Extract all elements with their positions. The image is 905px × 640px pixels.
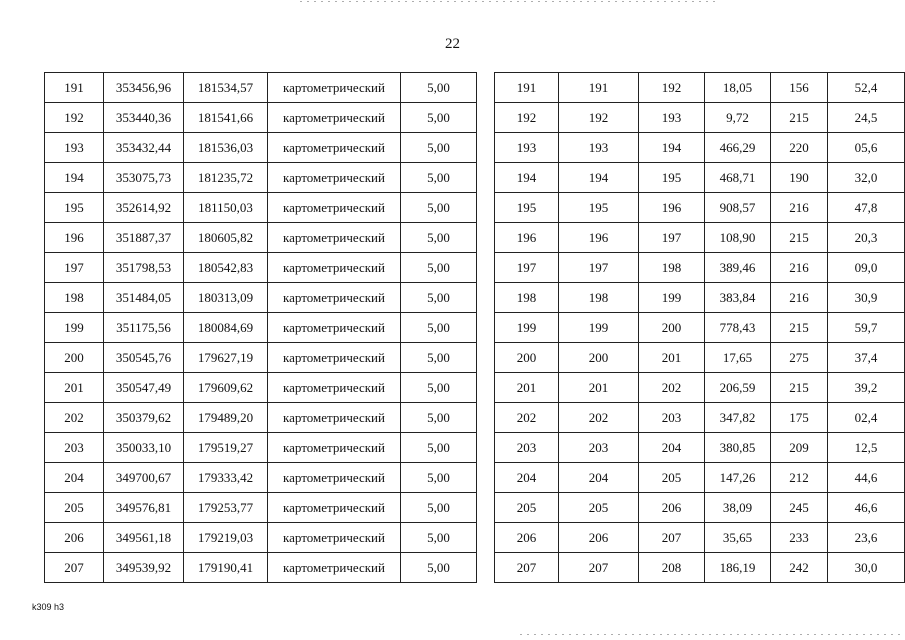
table-cell: 215 xyxy=(771,103,828,133)
table-cell: картометрический xyxy=(268,493,401,523)
table-cell: картометрический xyxy=(268,193,401,223)
table-cell: 9,72 xyxy=(705,103,771,133)
table-cell: 179333,42 xyxy=(184,463,268,493)
table-cell: 215 xyxy=(771,223,828,253)
table-cell: 204 xyxy=(639,433,705,463)
table-row xyxy=(495,313,905,343)
table-cell: 52,4 xyxy=(828,73,905,103)
table-cell: картометрический xyxy=(268,403,401,433)
table-cell: 198 xyxy=(495,283,559,313)
table-row xyxy=(495,463,905,493)
table-cell: 349576,81 xyxy=(104,493,184,523)
table-cell: 156 xyxy=(771,73,828,103)
table-cell: 351484,05 xyxy=(104,283,184,313)
table-row xyxy=(495,343,905,373)
table-row xyxy=(45,343,477,373)
table-cell: 192 xyxy=(45,103,104,133)
table-cell: 179489,20 xyxy=(184,403,268,433)
table-row xyxy=(495,163,905,193)
table-cell: 02,4 xyxy=(828,403,905,433)
table-cell: 179627,19 xyxy=(184,343,268,373)
table-row xyxy=(495,133,905,163)
table-cell: 09,0 xyxy=(828,253,905,283)
table-cell: 39,2 xyxy=(828,373,905,403)
table-cell: 195 xyxy=(45,193,104,223)
table-cell: 46,6 xyxy=(828,493,905,523)
table-cell: 233 xyxy=(771,523,828,553)
table-cell: картометрический xyxy=(268,553,401,583)
table-cell: 207 xyxy=(639,523,705,553)
table-cell: 5,00 xyxy=(401,103,477,133)
table-cell: 47,8 xyxy=(828,193,905,223)
table-cell: 351798,53 xyxy=(104,253,184,283)
table-row xyxy=(45,103,477,133)
table-cell: 216 xyxy=(771,253,828,283)
table-cell: 351887,37 xyxy=(104,223,184,253)
table-cell: 181541,66 xyxy=(184,103,268,133)
table-cell: 180605,82 xyxy=(184,223,268,253)
table-cell: 180084,69 xyxy=(184,313,268,343)
table-cell: 350379,62 xyxy=(104,403,184,433)
table-row xyxy=(495,493,905,523)
table-cell: 195 xyxy=(639,163,705,193)
table-cell: 205 xyxy=(495,493,559,523)
table-cell: 179190,41 xyxy=(184,553,268,583)
table-cell: 5,00 xyxy=(401,433,477,463)
table-row xyxy=(45,253,477,283)
table-row xyxy=(45,163,477,193)
table-row xyxy=(45,133,477,163)
table-cell: 5,00 xyxy=(401,523,477,553)
table-cell: картометрический xyxy=(268,523,401,553)
table-cell: 201 xyxy=(45,373,104,403)
table-cell: 12,5 xyxy=(828,433,905,463)
table-cell: картометрический xyxy=(268,223,401,253)
page-number: 22 xyxy=(445,36,460,52)
table-cell: 37,4 xyxy=(828,343,905,373)
table-cell: 5,00 xyxy=(401,193,477,223)
table-cell: 242 xyxy=(771,553,828,583)
table-cell: 32,0 xyxy=(828,163,905,193)
table-row xyxy=(495,283,905,313)
table-cell: 196 xyxy=(559,223,639,253)
table-cell: картометрический xyxy=(268,133,401,163)
table-row xyxy=(495,73,905,103)
table-row xyxy=(45,373,477,403)
table-cell: 193 xyxy=(639,103,705,133)
table-cell: 181235,72 xyxy=(184,163,268,193)
table-cell: картометрический xyxy=(268,433,401,463)
table-cell: 197 xyxy=(559,253,639,283)
table-row xyxy=(495,433,905,463)
table-cell: 212 xyxy=(771,463,828,493)
table-cell: 5,00 xyxy=(401,73,477,103)
table-cell: 200 xyxy=(559,343,639,373)
table-cell: 200 xyxy=(639,313,705,343)
table-cell: 202 xyxy=(639,373,705,403)
table-cell: 194 xyxy=(495,163,559,193)
table-cell: 5,00 xyxy=(401,283,477,313)
table-cell: 05,6 xyxy=(828,133,905,163)
coordinates-table xyxy=(44,72,477,583)
table-cell: 207 xyxy=(559,553,639,583)
table-cell: 199 xyxy=(45,313,104,343)
table-cell: 191 xyxy=(45,73,104,103)
table-cell: 203 xyxy=(559,433,639,463)
table-cell: 205 xyxy=(559,493,639,523)
table-cell: 206 xyxy=(45,523,104,553)
table-cell: 180313,09 xyxy=(184,283,268,313)
table-cell: 179253,77 xyxy=(184,493,268,523)
table-cell: 350547,49 xyxy=(104,373,184,403)
table-cell: 349561,18 xyxy=(104,523,184,553)
table-cell: 59,7 xyxy=(828,313,905,343)
table-cell: 208 xyxy=(639,553,705,583)
table-cell: 38,09 xyxy=(705,493,771,523)
table-cell: 778,43 xyxy=(705,313,771,343)
table-cell: 201 xyxy=(559,373,639,403)
table-cell: 179519,27 xyxy=(184,433,268,463)
table-cell: 191 xyxy=(495,73,559,103)
table-row xyxy=(45,223,477,253)
table-cell: 108,90 xyxy=(705,223,771,253)
table-cell: 202 xyxy=(559,403,639,433)
table-cell: 468,71 xyxy=(705,163,771,193)
table-cell: 215 xyxy=(771,373,828,403)
table-cell: 206 xyxy=(559,523,639,553)
table-cell: 350545,76 xyxy=(104,343,184,373)
table-cell: картометрический xyxy=(268,343,401,373)
table-cell: 908,57 xyxy=(705,193,771,223)
table-cell: 5,00 xyxy=(401,343,477,373)
table-cell: 181150,03 xyxy=(184,193,268,223)
table-cell: 347,82 xyxy=(705,403,771,433)
table-cell: 205 xyxy=(639,463,705,493)
table-cell: 147,26 xyxy=(705,463,771,493)
table-cell: 351175,56 xyxy=(104,313,184,343)
table-cell: 196 xyxy=(495,223,559,253)
table-row xyxy=(495,523,905,553)
table-row xyxy=(495,373,905,403)
table-cell: 203 xyxy=(495,433,559,463)
table-cell: 349700,67 xyxy=(104,463,184,493)
table-cell: 202 xyxy=(45,403,104,433)
table-cell: 209 xyxy=(771,433,828,463)
table-cell: 191 xyxy=(559,73,639,103)
table-cell: 220 xyxy=(771,133,828,163)
table-cell: 245 xyxy=(771,493,828,523)
table-row xyxy=(45,523,477,553)
table-cell: 380,85 xyxy=(705,433,771,463)
scan-noise-bottom xyxy=(520,634,900,635)
table-cell: 181534,57 xyxy=(184,73,268,103)
table-cell: 175 xyxy=(771,403,828,433)
table-cell: 179609,62 xyxy=(184,373,268,403)
table-cell: 350033,10 xyxy=(104,433,184,463)
table-cell: 198 xyxy=(45,283,104,313)
table-row xyxy=(495,403,905,433)
table-cell: 205 xyxy=(45,493,104,523)
boundary-segments-table xyxy=(494,72,905,583)
table-cell: 204 xyxy=(495,463,559,493)
table-cell: 200 xyxy=(495,343,559,373)
table-row xyxy=(45,193,477,223)
table-row xyxy=(45,73,477,103)
table-cell: 18,05 xyxy=(705,73,771,103)
table-cell: 201 xyxy=(639,343,705,373)
table-cell: 204 xyxy=(559,463,639,493)
table-cell: 192 xyxy=(495,103,559,133)
table-cell: 5,00 xyxy=(401,403,477,433)
table-cell: 193 xyxy=(559,133,639,163)
table-cell: 353440,36 xyxy=(104,103,184,133)
table-cell: 198 xyxy=(639,253,705,283)
table-cell: 275 xyxy=(771,343,828,373)
table-cell: 194 xyxy=(639,133,705,163)
table-row xyxy=(495,253,905,283)
table-cell: 197 xyxy=(45,253,104,283)
table-cell: 194 xyxy=(559,163,639,193)
table-cell: 194 xyxy=(45,163,104,193)
table-cell: 207 xyxy=(495,553,559,583)
table-cell: 215 xyxy=(771,313,828,343)
table-cell: 207 xyxy=(45,553,104,583)
table-cell: 192 xyxy=(559,103,639,133)
table-cell: 23,6 xyxy=(828,523,905,553)
table-cell: картометрический xyxy=(268,313,401,343)
table-cell: 203 xyxy=(45,433,104,463)
table-cell: 204 xyxy=(45,463,104,493)
table-cell: 200 xyxy=(45,343,104,373)
table-cell: 197 xyxy=(495,253,559,283)
table-cell: 181536,03 xyxy=(184,133,268,163)
table-cell: 30,9 xyxy=(828,283,905,313)
table-cell: 193 xyxy=(495,133,559,163)
table-cell: 190 xyxy=(771,163,828,193)
table-row xyxy=(45,403,477,433)
table-row xyxy=(45,553,477,583)
table-cell: 216 xyxy=(771,283,828,313)
scan-noise-top xyxy=(300,1,720,2)
table-cell: 24,5 xyxy=(828,103,905,133)
table-cell: картометрический xyxy=(268,463,401,493)
table-cell: картометрический xyxy=(268,163,401,193)
table-row xyxy=(45,313,477,343)
table-cell: 466,29 xyxy=(705,133,771,163)
table-cell: 206,59 xyxy=(705,373,771,403)
table-cell: 5,00 xyxy=(401,223,477,253)
table-cell: 195 xyxy=(559,193,639,223)
table-cell: 216 xyxy=(771,193,828,223)
table-cell: 197 xyxy=(639,223,705,253)
table-row xyxy=(495,553,905,583)
table-cell: 192 xyxy=(639,73,705,103)
table-cell: 179219,03 xyxy=(184,523,268,553)
table-cell: 389,46 xyxy=(705,253,771,283)
table-cell: 5,00 xyxy=(401,373,477,403)
table-cell: 199 xyxy=(559,313,639,343)
footer-code: k309 h3 xyxy=(32,602,65,612)
table-cell: 5,00 xyxy=(401,253,477,283)
table-cell: 30,0 xyxy=(828,553,905,583)
table-cell: 202 xyxy=(495,403,559,433)
table-cell: 5,00 xyxy=(401,133,477,163)
table-cell: 5,00 xyxy=(401,553,477,583)
table-cell: 349539,92 xyxy=(104,553,184,583)
table-cell: 186,19 xyxy=(705,553,771,583)
table-cell: картометрический xyxy=(268,103,401,133)
table-cell: 203 xyxy=(639,403,705,433)
table-cell: картометрический xyxy=(268,283,401,313)
table-cell: 206 xyxy=(639,493,705,523)
table-cell: 199 xyxy=(639,283,705,313)
table-cell: 195 xyxy=(495,193,559,223)
table-row xyxy=(45,433,477,463)
table-cell: 193 xyxy=(45,133,104,163)
table-cell: 353456,96 xyxy=(104,73,184,103)
table-cell: 5,00 xyxy=(401,493,477,523)
table-cell: картометрический xyxy=(268,253,401,283)
table-row xyxy=(495,193,905,223)
table-row xyxy=(495,103,905,133)
table-cell: 353432,44 xyxy=(104,133,184,163)
table-cell: 206 xyxy=(495,523,559,553)
table-cell: 35,65 xyxy=(705,523,771,553)
table-row xyxy=(45,463,477,493)
table-cell: 196 xyxy=(639,193,705,223)
table-row xyxy=(45,283,477,313)
table-cell: 196 xyxy=(45,223,104,253)
table-cell: 199 xyxy=(495,313,559,343)
table-cell: 352614,92 xyxy=(104,193,184,223)
table-cell: 17,65 xyxy=(705,343,771,373)
table-cell: картометрический xyxy=(268,373,401,403)
table-cell: картометрический xyxy=(268,73,401,103)
table-cell: 5,00 xyxy=(401,463,477,493)
table-cell: 20,3 xyxy=(828,223,905,253)
table-cell: 44,6 xyxy=(828,463,905,493)
table-cell: 201 xyxy=(495,373,559,403)
table-row xyxy=(495,223,905,253)
table-cell: 353075,73 xyxy=(104,163,184,193)
table-cell: 383,84 xyxy=(705,283,771,313)
table-cell: 198 xyxy=(559,283,639,313)
table-row xyxy=(45,493,477,523)
table-cell: 180542,83 xyxy=(184,253,268,283)
table-cell: 5,00 xyxy=(401,313,477,343)
table-cell: 5,00 xyxy=(401,163,477,193)
